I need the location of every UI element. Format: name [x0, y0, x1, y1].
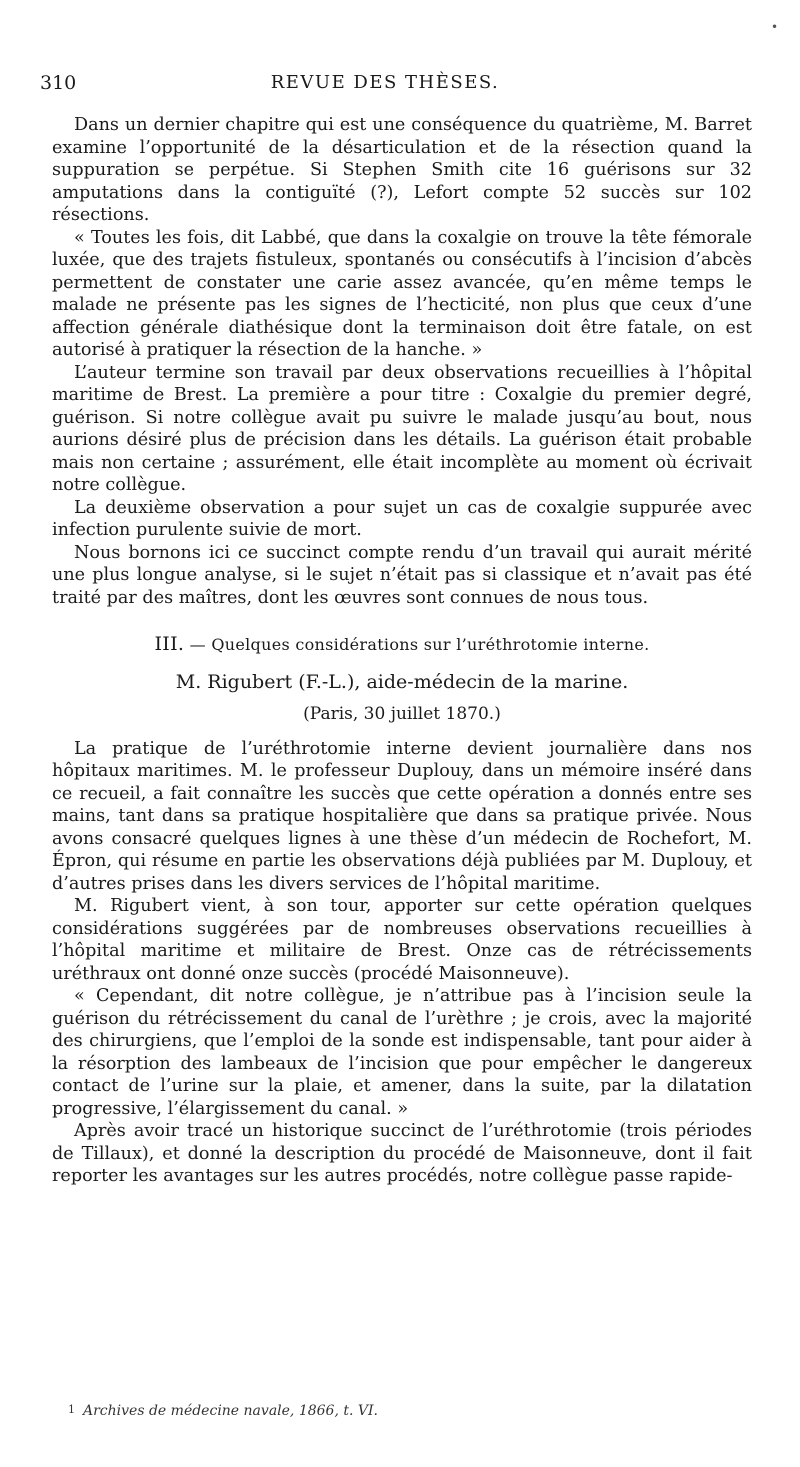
paragraph: La pratique de l’uréthrotomie interne devient journalière dans nos hôpitaux maritimes. M. le professeur Duplouy, dans un mémoire inséré dans ce recueil, a fait connaître les succès que cette opération a donnés entre ses mains, tant dans sa pratique hospitalière que dans sa pratique privée. Nous avons consacré quelques lignes à une thèse d’un médecin de Rochefort, M. Épron, qui résume en partie les observations déjà publiées par M. Duplouy, et d’autres prises dans les divers services de l’hôpital maritime. — [52, 738, 752, 894]
running-head: REVUE DES THÈSES. — [270, 72, 500, 93]
page-number: 310 — [40, 72, 77, 94]
edge-mark: • — [771, 20, 779, 34]
paragraph: La deuxième observation a pour sujet un cas de coxalgie suppurée avec infection purulente suivie de mort. — [52, 497, 752, 540]
paragraph: Après avoir tracé un historique succinct de l’uréthrotomie (trois périodes de Tillaux), et donné la description du procédé de Maisonneuve, dont il fait reporter les avantages sur les autres procédés, notre collègue passe rapide- — [52, 1121, 752, 1186]
paragraph: L’auteur termine son travail par deux observations recueillies à l’hôpital maritime de Brest. La première a pour titre : Coxalgie du premier degré, guérison. Si notre collègue avait pu suivre le malade jusqu’au bout, nous aurions désiré plus de précision dans les détails. La guérison était probable mais non certaine ; assurément, elle était incomplète au moment où écrivait notre collègue. — [52, 362, 752, 495]
footnote — [68, 1403, 378, 1419]
section-dash: — — [189, 635, 206, 654]
section-numeral: III. — [154, 633, 185, 655]
section-title: Quelques considérations sur l’uréthrotomie interne. — [211, 635, 650, 654]
paragraph: « Toutes les fois, dit Labbé, que dans la coxalgie on trouve la tête fémorale luxée, que des trajets fistuleux, spontanés ou consécutifs à l’incision d’abcès permettent de constater une carie assez avancée, qu’en même temps le malade ne présente pas les signes de l’hecticité, non plus que ceux d’une affection générale diathésique dont la terminaison doit être fatale, on est autorisé à pratiquer la résection de la hanche. » — [52, 227, 752, 360]
section-heading — [52, 633, 752, 657]
paragraph: Dans un dernier chapitre qui est une conséquence du quatrième, M. Barret examine l’opportunité de la désarticulation et de la résection quand la suppuration se perpétue. Si Stephen Smith cite 16 guérisons sur 32 amputations dans la contiguïté (?), Lefort compte 52 succès sur 102 résections. — [52, 115, 752, 225]
paragraph: « Cependant, dit notre collègue, je n’attribue pas à l’incision seule la guérison du rétrécissement du canal de l’urèthre ; je crois, avec la majorité des chirurgiens, que l’emploi de la sonde est indispensable, tant pour aider à la résorption des lambeaux de l’incision que pour empêcher le dangereux contact de l’urine sur la plaie, et amener, dans la suite, par la dilatation progressive, l’élargissement du canal. » — [52, 986, 752, 1119]
page-header — [40, 72, 730, 100]
section-author: M. Rigubert (F.-L.), aide-médecin de la marine. — [175, 670, 629, 693]
paragraph: M. Rigubert vient, à son tour, apporter sur cette opération quelques considérations suggérées par de nombreuses observations recueillies à l’hôpital maritime et militaire de Brest. Onze cas de rétrécissements uréthraux ont donné onze succès (procédé Maisonneuve). — [52, 896, 752, 984]
footnote-marker: 1 — [68, 1403, 75, 1416]
section-date: (Paris, 30 juillet 1870.) — [303, 704, 501, 724]
page-body — [52, 114, 752, 1188]
paragraph: Nous bornons ici ce succinct compte rendu d’un travail qui aurait mérité une plus longue analyse, si le sujet n’était pas si classique et n’avait pas été traité par des maîtres, dont les œuvres sont connues de nous tous. — [52, 542, 752, 608]
footnote-text: Archives de médecine navale, 1866, t. VI. — [83, 1403, 378, 1419]
